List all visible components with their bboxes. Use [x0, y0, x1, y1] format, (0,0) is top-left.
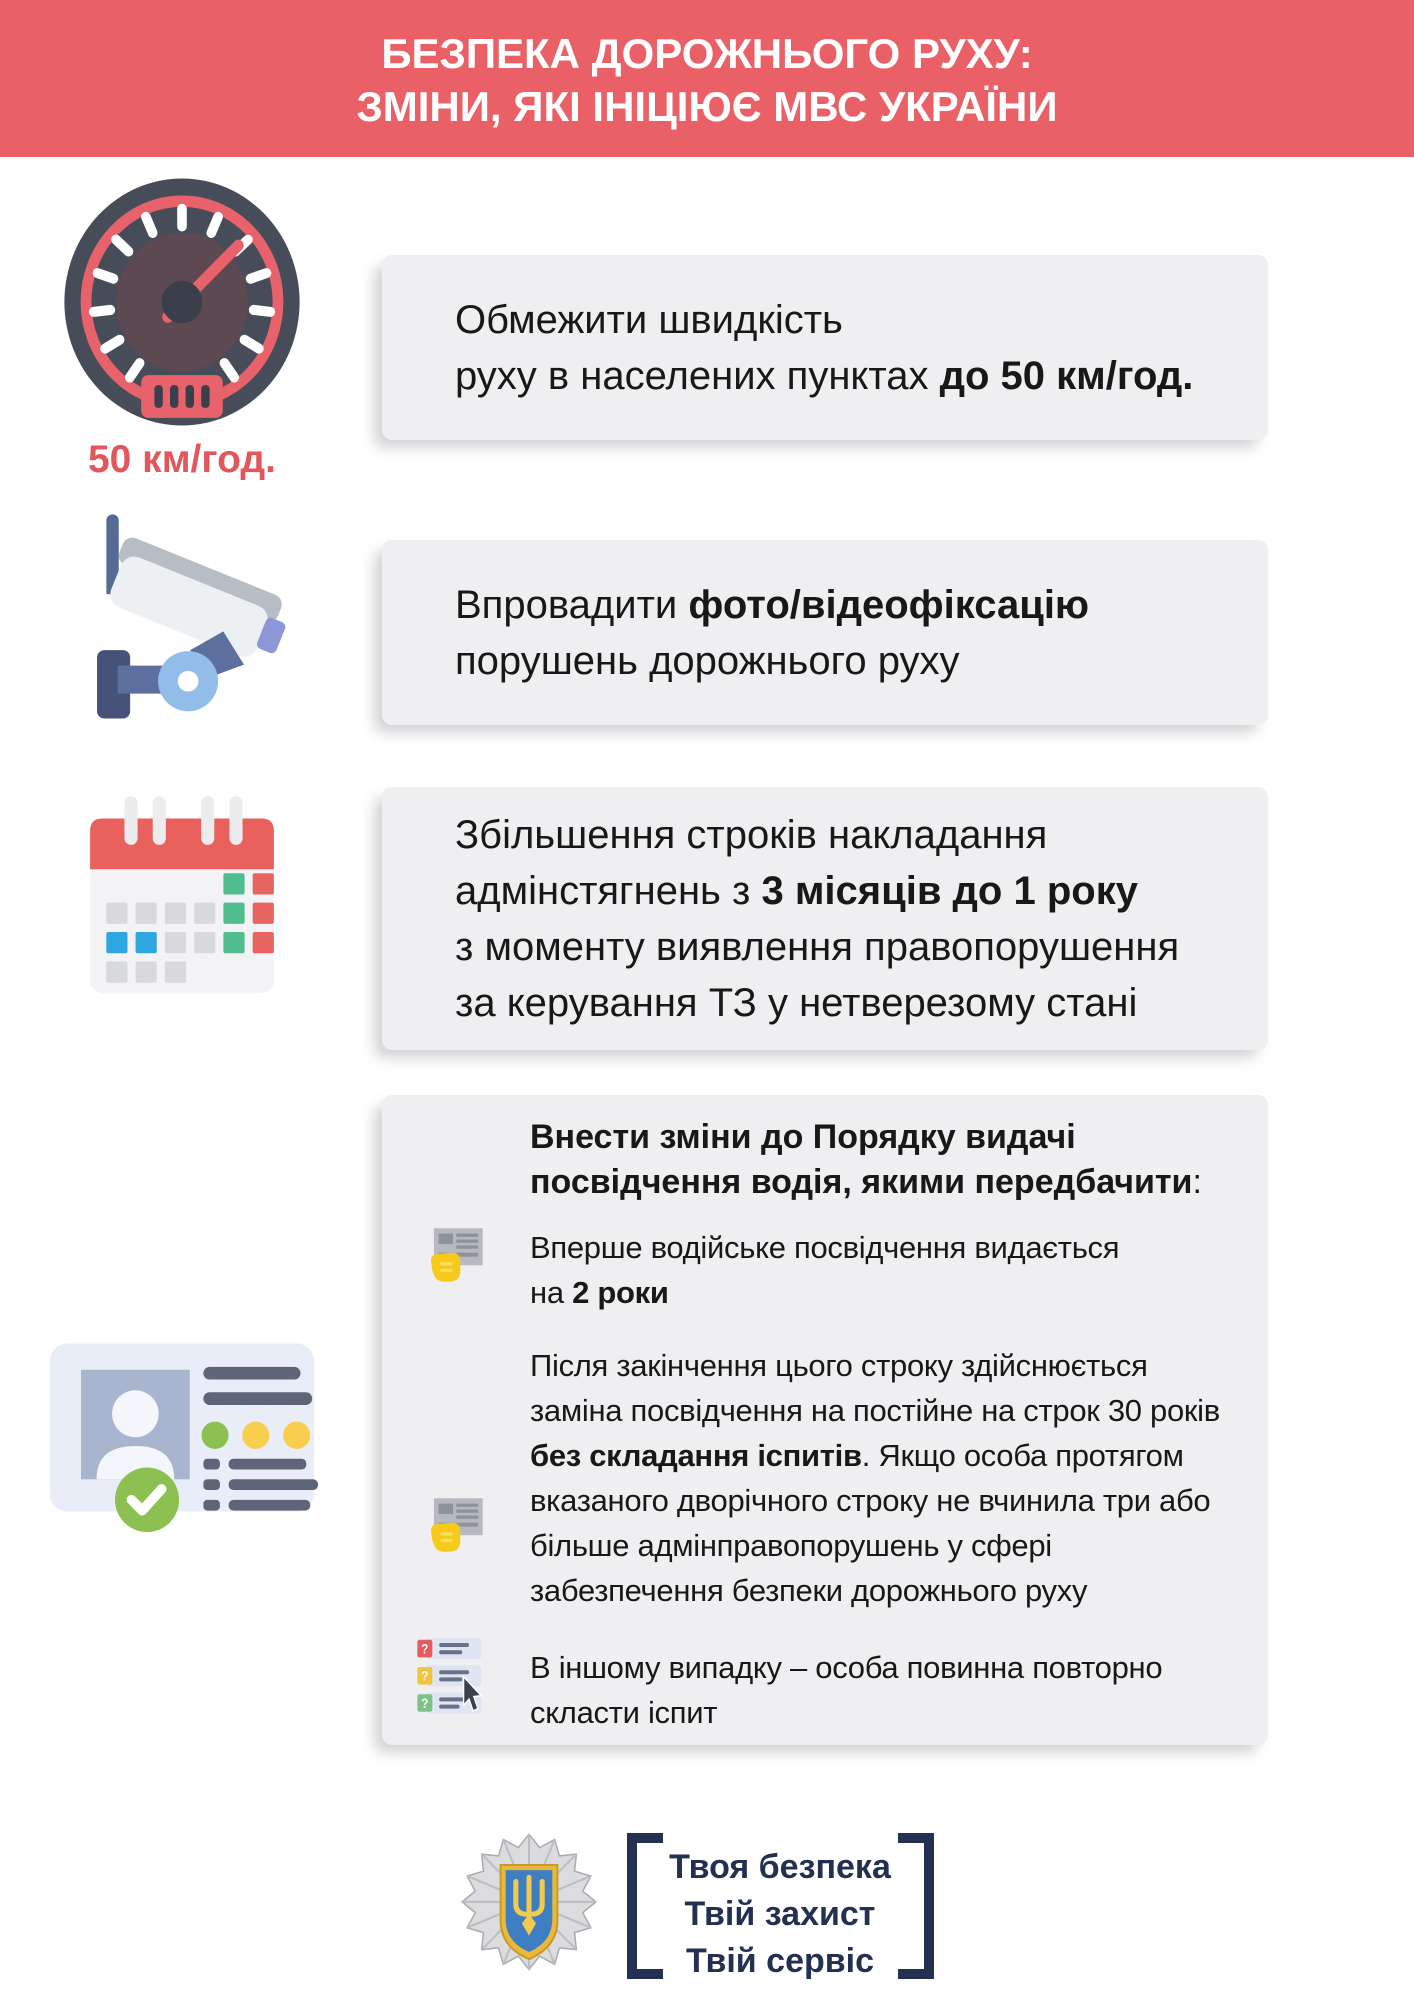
text-line: посвідчення водія, якими передбачити: — [530, 1163, 1202, 1201]
police-badge-icon — [458, 1820, 600, 1994]
photo-video-card — [382, 540, 1268, 725]
page-title-line2: ЗМІНИ, ЯКІ ІНІЦІЮЄ МВС УКРАЇНИ — [356, 83, 1058, 130]
drivers-license-icon — [46, 1316, 318, 1536]
speedometer-icon — [62, 176, 302, 428]
text-line: Внести зміни до Порядку видачі — [530, 1118, 1076, 1156]
footer-slogan — [645, 1844, 915, 1985]
card4-item-retake-exam — [530, 1645, 1162, 1735]
card4-heading — [530, 1115, 1202, 1205]
text-line: скласти іспит — [530, 1695, 718, 1730]
text-line: заміна посвідчення на постійне на строк 30 років — [530, 1393, 1220, 1428]
text-line: Вперше водійське посвідчення видається — [530, 1230, 1120, 1265]
text-line: Обмежити швидкість — [455, 297, 843, 342]
text-line: порушень дорожнього руху — [455, 638, 960, 683]
calendar-icon — [76, 778, 288, 1006]
license-in-hand-icon — [422, 1493, 488, 1559]
text-line: за керування ТЗ у нетверезому стані — [455, 980, 1138, 1025]
text-line: Після закінчення цього строку здійснюється — [530, 1348, 1148, 1383]
text-line: з моменту виявлення правопорушення — [455, 924, 1180, 969]
page-title-line1: БЕЗПЕКА ДОРОЖНЬОГО РУХУ: — [381, 30, 1033, 77]
admin-terms-card — [382, 787, 1268, 1050]
text-line: вказаного дворічного строку не вчинила три або — [530, 1483, 1211, 1518]
text-line: Твій захист — [684, 1895, 876, 1933]
exam-test-icon — [416, 1635, 484, 1719]
text-line: Збільшення строків накладання — [455, 812, 1048, 857]
text-line: руху в населених пунктах до 50 км/год. — [455, 353, 1194, 398]
license-in-hand-icon — [422, 1223, 488, 1289]
svg-text:?: ? — [421, 1641, 429, 1657]
text-line: більше адмінправопорушень у сфері — [530, 1528, 1052, 1563]
speed-limit-card — [382, 255, 1268, 440]
card4-paragraph-renewal — [530, 1343, 1220, 1613]
header-banner — [0, 0, 1414, 157]
svg-text:?: ? — [421, 1668, 429, 1684]
speed-limit-label: 50 км/год. — [87, 438, 277, 481]
license-rules-card — [382, 1095, 1268, 1745]
cctv-camera-icon — [66, 505, 304, 733]
svg-text:?: ? — [421, 1695, 429, 1712]
text-line: Впровадити фото/відеофіксацію — [455, 582, 1090, 627]
text-line: В іншому випадку – особа повинна повторно — [530, 1650, 1163, 1685]
text-line: без складання іспитів. Якщо особа протягом — [530, 1438, 1184, 1473]
text-line: Твій сервіс — [685, 1942, 874, 1980]
text-line: адмінстягнень з 3 місяців до 1 року — [455, 868, 1138, 913]
card4-item-first-license — [530, 1225, 1119, 1315]
text-line: забезпечення безпеки дорожнього руху — [530, 1573, 1088, 1608]
text-line: на 2 роки — [530, 1275, 669, 1310]
text-line: Твоя безпека — [669, 1848, 891, 1886]
